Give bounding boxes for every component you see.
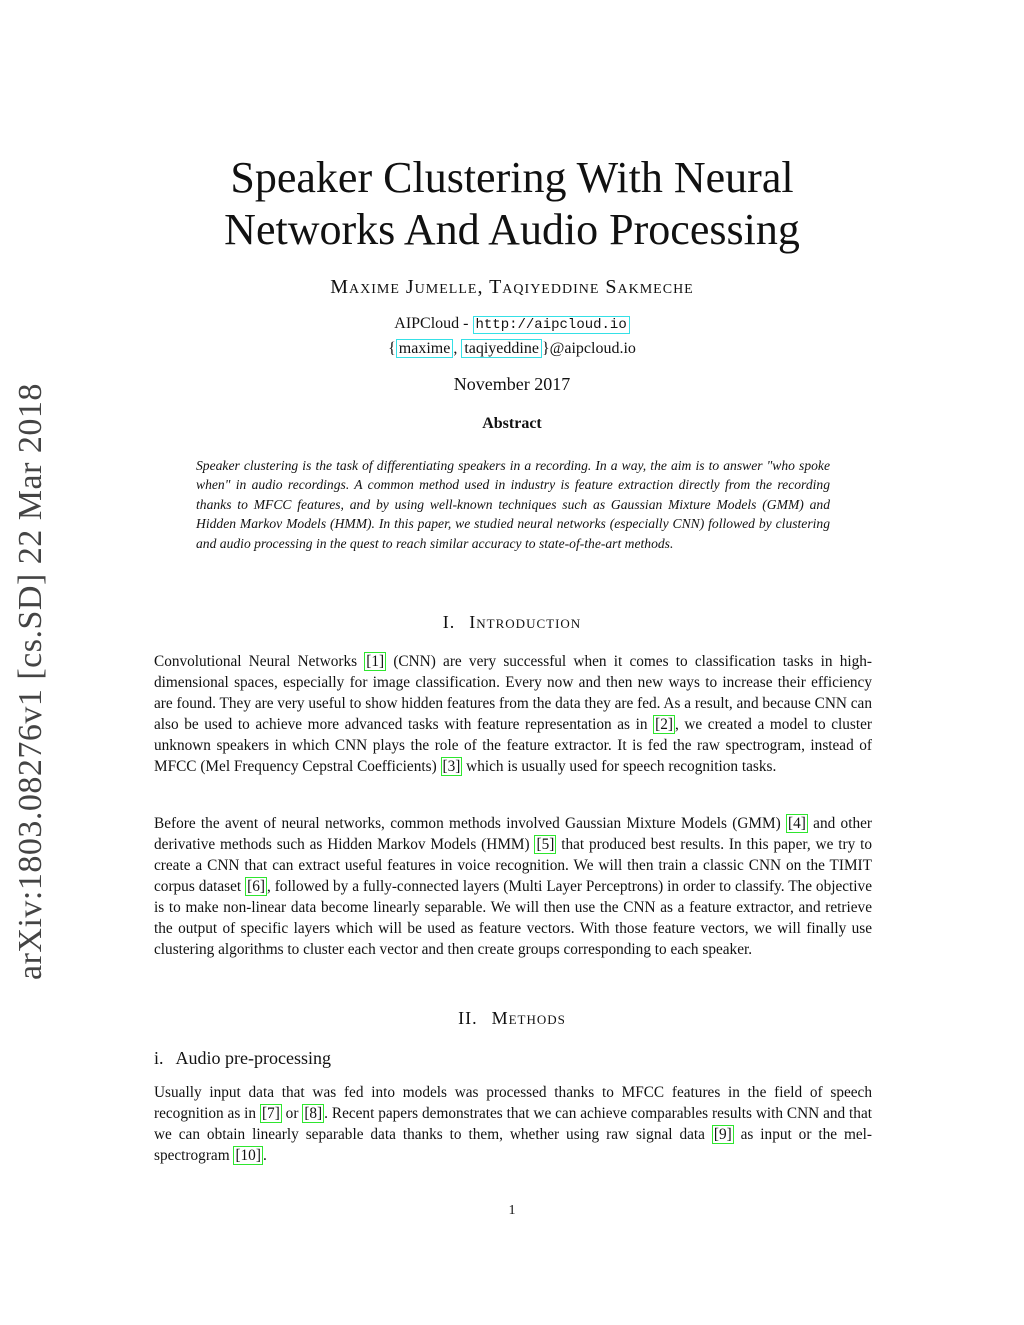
page-number: 1 [508,1203,516,1218]
subsection-number: i. [154,1048,164,1068]
citation-link-1[interactable]: [1] [366,653,385,670]
section-number: I. [442,612,456,632]
section-title: Introduction [469,612,582,632]
citation-link-4[interactable]: [4] [788,815,806,832]
citation-link-3[interactable]: [3] [442,758,461,775]
paragraph-methods-1 [154,1082,872,1166]
email-separator: , [453,340,462,357]
text-run: as input or the mel-spectrogram [154,1126,872,1164]
affiliation-url-link[interactable]: http://aipcloud.io [473,316,630,334]
author-list: Maxime Jumelle, Taqiyeddine Sakmeche [330,276,694,298]
section-heading-introduction [150,612,874,633]
paper-title [150,152,874,256]
title-line-2: Networks And Audio Processing [224,205,800,254]
text-run: Usually input data that was fed into models was processed thanks to MFCC features in the field of speech recognition as in [154,1084,872,1122]
email-brace-open: { [388,340,396,357]
section-title: Methods [491,1008,566,1028]
affiliation-line [150,312,874,337]
email-domain: }@aipcloud.io [541,340,636,357]
text-run: and other derivative methods such as Hidden Markov Models (HMM) [154,815,872,853]
email-line [150,337,874,361]
text-run: , we created a model to cluster unknown speakers in which CNN plays the role of the feature extractor. It is fed the raw spectrogram, instead of MFCC (Mel Frequency Cepstral Coefficients) [154,716,872,775]
subsection-title: Audio pre-processing [175,1048,331,1068]
text-run: . [262,1147,267,1164]
text-run: Convolutional Neural Networks [154,653,365,670]
section-number: II. [458,1008,478,1028]
affiliation-org: AIPCloud - [394,315,473,332]
subsection-heading-audio-preprocessing [154,1048,331,1069]
text-run: . Recent papers demonstrates that we can achieve comparables results with CNN and that we can obtain linearly separable data thanks to them, whether using raw signal data [154,1105,872,1143]
text-run: or [281,1105,303,1122]
citation-link-10[interactable]: [10] [235,1147,261,1164]
citation-link-9[interactable]: [9] [713,1126,732,1143]
title-line-1: Speaker Clustering With Neural [230,153,794,202]
email-link-maxime[interactable]: maxime [396,339,454,358]
section-heading-methods [150,1008,874,1029]
text-run: that produced best results. In this paper, we try to create a CNN that can extract useful features in voice recognition. We will then train a classic CNN on the TIMIT corpus dataset [154,836,872,895]
email-link-taqiyeddine[interactable]: taqiyeddine [461,339,542,358]
citation-link-2[interactable]: [2] [655,716,673,733]
citation-link-6[interactable]: [6] [247,878,265,895]
text-run: Before the avent of neural networks, common methods involved Gaussian Mixture Models (GMM) [154,815,786,832]
citation-link-5[interactable]: [5] [536,836,555,853]
text-run: which is usually used for speech recognition tasks. [462,758,777,775]
abstract-text: Speaker clustering is the task of differentiating speakers in a recording. In a way, the aim is to answer "who spoke when" in audio recordings. A common method used in industry is feature extraction directly from the recording thanks to MFCC features, and by using well-known techniques such as Gaussian Mixture Models (GMM) and Hidden Markov Models (HMM). In this paper, we studied neural networks (especially CNN) followed by clustering and audio processing in the quest to reach similar accuracy to state-of-the-art methods. [196,458,830,551]
text-run: , followed by a fully-connected layers (Multi Layer Perceptrons) in order to classify. The objective is to make non-linear data become linearly separable. We will then use the CNN as a feature extractor, and retrieve the output of specific layers which will be used as feature vectors. With those feature vectors, we will finally use clustering algorithms to cluster each vector and then create groups corresponding to each speaker. [154,878,872,958]
affiliation-block [150,312,874,361]
arxiv-stamp: arXiv:1803.08276v1 [cs.SD] 22 Mar 2018 [12,383,49,980]
text-run: (CNN) are very successful when it comes to classification tasks in high-dimensional spaces, especially for image classification. Every now and then new ways to increase their efficiency are found. They are very useful to show hidden features from the data they are fed. As a result, and because CNN can also be used to achieve more advanced tasks with feature representation as in [154,653,872,733]
citation-link-8[interactable]: [8] [304,1105,323,1122]
publication-date: November 2017 [453,374,571,394]
paragraph-intro-1 [154,651,872,777]
citation-link-7[interactable]: [7] [261,1105,280,1122]
paragraph-intro-2 [154,813,872,960]
abstract-heading: Abstract [482,415,542,432]
